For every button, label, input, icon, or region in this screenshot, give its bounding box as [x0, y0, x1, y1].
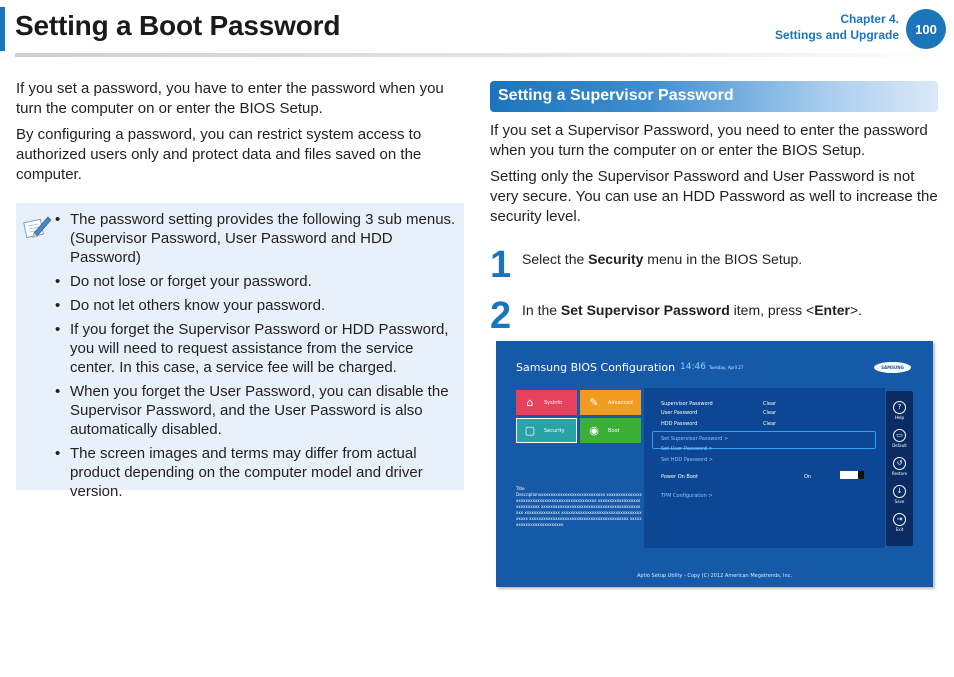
note-item: • Do not lose or forget your password. — [55, 272, 457, 291]
question-icon: ? — [893, 401, 906, 414]
bios-default-button[interactable]: ▭ Default — [892, 431, 907, 448]
bios-power-on-boot-label: Power On Boot — [661, 474, 698, 480]
chapter-title: Settings and Upgrade — [774, 28, 899, 42]
bios-row-label: Supervisor Password — [661, 401, 713, 407]
exit-icon: ⇥ — [893, 513, 906, 526]
bios-screenshot — [496, 341, 933, 587]
step-bold-term: Set Supervisor Password — [560, 302, 730, 318]
bios-tile-boot[interactable]: ◉ Boot — [580, 418, 641, 443]
restore-icon: ↺ — [893, 457, 906, 470]
section-paragraph-2: Setting only the Supervisor Password and User Password is not very secure. You can use an HDD Password as well to increase the security level. — [490, 168, 938, 225]
note-item: • When you forget the User Password, you can disable the Supervisor Password, and the User Password is also automatically disabled. — [55, 382, 457, 439]
bios-save-button[interactable]: ↓ Save — [894, 487, 905, 504]
bios-exit-button[interactable]: ⇥ Exit — [890, 513, 909, 532]
bios-help-description: Descriptionxxxxxxxxxxxxxxxxxxxxxxxxxxxx xxxxxxxxxxxxxxxxxxxxxxxxxxxxxxxxxxxxxxxxxxxxxxxxx xxxxxxxxxxxxxxxxxxxxxxxxxxxx xxxxxxxxxxxxxxxxxxxxxxxxxxxxxxxxxxxxxxxxxxxxx xxxxxxxxxxxxxxx xxxxxxxxxxxxxxxxxxxxxxxxxxxxxxxxxxxxxxx xxxxxxxxxxxxxxxxxxxxxxxxxxxxxxxxxxxxxxxxxx xxxxxxxxxxxxxxxxxxxxxxxxx — [516, 492, 642, 527]
bios-action-bar — [886, 391, 913, 546]
header-divider — [15, 53, 935, 57]
default-icon: ▭ — [893, 429, 906, 442]
bios-row-value: Clear — [763, 401, 777, 407]
note-item: • Do not let others know your password. — [55, 296, 457, 315]
bios-title: Samsung BIOS Configuration — [516, 361, 676, 374]
section-paragraph-1: If you set a Supervisor Password, you need to enter the password when you turn the computer on or enter the BIOS Setup. — [490, 122, 928, 159]
bios-help-title: Title — [516, 486, 525, 491]
house-icon: ⌂ — [526, 395, 534, 409]
bios-clock: 14:46 — [680, 362, 706, 372]
note-list — [55, 210, 457, 506]
bios-row-value: Clear — [763, 410, 777, 416]
note-item: • The password setting provides the following 3 sub menus. (Supervisor Password, User Password and HDD Password) — [55, 210, 457, 267]
intro-paragraph-2: By configuring a password, you can restrict system access to authorized users only and protect data and files saved on the computer. — [16, 126, 422, 183]
bios-menu-set-supervisor-password[interactable]: Set Supervisor Password > — [661, 436, 729, 442]
page-title: Setting a Boot Password — [15, 10, 341, 41]
chapter-number: Chapter 4. — [840, 12, 899, 26]
bios-menu-tpm-configuration[interactable]: TPM Configuration > — [661, 493, 713, 499]
page-number-badge: 100 — [906, 9, 946, 49]
step-number: 2 — [490, 295, 512, 337]
bios-menu-set-user-password[interactable]: Set User Password > — [661, 446, 713, 450]
chapter-label — [775, 11, 899, 43]
section-heading-bar — [490, 81, 938, 112]
lock-icon: ▢ — [524, 423, 536, 437]
bios-help-panel — [516, 486, 642, 528]
bios-date: Tuesday, April 27 — [709, 365, 744, 370]
power-on-boot-toggle[interactable] — [840, 471, 864, 479]
header-accent-bar — [0, 7, 5, 51]
boot-icon: ◉ — [589, 423, 599, 437]
save-icon: ↓ — [893, 485, 906, 498]
note-item: • If you forget the Supervisor Password or HDD Password, you will need to request assistance from the service center. In this case, a service fee will be charged. — [55, 320, 457, 377]
bios-row-value: Clear — [763, 421, 777, 427]
samsung-logo: SAMSUNG — [874, 362, 911, 373]
step-bold-term: Security — [588, 251, 644, 267]
bios-tile-security[interactable]: ▢ Security — [516, 418, 577, 443]
bios-help-button[interactable]: ? Help — [894, 403, 905, 420]
wrench-icon: ✎ — [589, 395, 599, 409]
bios-restore-button[interactable]: ↺ Restore — [891, 459, 908, 476]
bios-row-label: User Password — [661, 410, 698, 416]
step-bold-key: Enter — [814, 302, 850, 318]
step-text: Select the Security menu in the BIOS Setup. — [522, 251, 803, 267]
pencil-note-icon — [22, 213, 52, 241]
step-text: In the Set Supervisor Password item, press <Enter>. — [522, 302, 863, 318]
bios-footer: Aptio Setup Utility - Copy (C) 2012 American Megatrends, Inc. — [636, 573, 793, 579]
bios-row-label: HDD Password — [661, 421, 698, 427]
intro-paragraph-1: If you set a password, you have to enter the password when you turn the computer on or enter the BIOS Setup. — [16, 80, 444, 117]
note-item: • The screen images and terms may differ from actual product depending on the computer model and driver version. — [55, 444, 457, 501]
step-number: 1 — [490, 244, 512, 286]
bios-tile-advanced[interactable]: ✎ Advanced — [580, 390, 641, 415]
section-heading: Setting a Supervisor Password — [498, 87, 734, 104]
bios-tile-sysinfo[interactable]: ⌂ SysInfo — [516, 390, 577, 415]
bios-power-on-boot-value: On — [804, 474, 812, 480]
bios-menu-set-hdd-password[interactable]: Set HDD Password > — [661, 457, 713, 463]
